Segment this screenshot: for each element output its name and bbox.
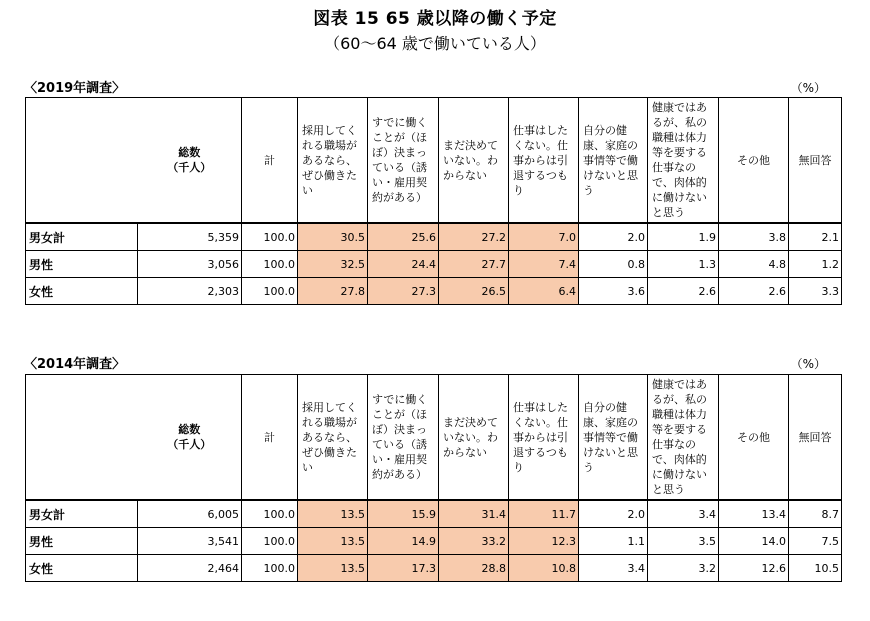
cell-value: 24.4	[368, 251, 439, 278]
header-total-count: 総数 （千人）	[138, 375, 242, 501]
cell-value: 30.5	[298, 223, 368, 251]
cell-value: 2.0	[579, 223, 648, 251]
cell-value: 13.5	[298, 555, 368, 582]
cell-value: 3.8	[719, 223, 789, 251]
cell-count: 3,541	[138, 528, 242, 555]
header-col-4: 仕事はしたくない。仕事からは引退するつもり	[509, 98, 579, 224]
section-label-2014: 〈2014年調査〉	[24, 357, 126, 372]
cell-value: 4.8	[719, 251, 789, 278]
header-col-7: その他	[719, 98, 789, 224]
cell-value: 2.1	[789, 223, 842, 251]
header-col-1: 採用してくれる職場があるなら、ぜひ働きたい	[298, 375, 368, 501]
cell-total: 100.0	[242, 528, 298, 555]
header-total: 計	[242, 98, 298, 224]
header-col-5: 自分の健康、家庭の事情等で働けないと思う	[579, 98, 648, 224]
cell-value: 1.9	[648, 223, 719, 251]
cell-value: 3.6	[579, 278, 648, 305]
row-label: 女性	[26, 555, 138, 582]
row-label: 男女計	[26, 500, 138, 528]
table-row	[26, 223, 842, 251]
header-col-6: 健康ではあるが、私の職種は体力等を要する仕事なので、肉体的に働けないと思う	[648, 375, 719, 501]
cell-value: 25.6	[368, 223, 439, 251]
table-row	[26, 555, 842, 582]
cell-value: 10.5	[789, 555, 842, 582]
cell-total: 100.0	[242, 251, 298, 278]
table-row	[26, 251, 842, 278]
cell-total: 100.0	[242, 278, 298, 305]
header-total-count: 総数 （千人）	[138, 98, 242, 224]
table-row	[26, 278, 842, 305]
cell-value: 2.0	[579, 500, 648, 528]
cell-value: 3.5	[648, 528, 719, 555]
section-label-2019: 〈2019年調査〉	[24, 81, 126, 96]
page-title: 図表 15 65 歳以降の働く予定	[313, 9, 557, 29]
cell-value: 1.1	[579, 528, 648, 555]
table-header-row	[26, 375, 842, 501]
cell-value: 27.8	[298, 278, 368, 305]
header-col-6: 健康ではあるが、私の職種は体力等を要する仕事なので、肉体的に働けないと思う	[648, 98, 719, 224]
cell-total: 100.0	[242, 555, 298, 582]
cell-value: 6.4	[509, 278, 579, 305]
table-row	[26, 500, 842, 528]
cell-value: 3.3	[789, 278, 842, 305]
cell-value: 17.3	[368, 555, 439, 582]
cell-value: 33.2	[439, 528, 509, 555]
cell-value: 3.2	[648, 555, 719, 582]
survey-table-2014	[25, 374, 842, 582]
cell-value: 3.4	[579, 555, 648, 582]
cell-value: 13.5	[298, 500, 368, 528]
cell-value: 12.3	[509, 528, 579, 555]
header-col-3: まだ決めていない。わからない	[439, 98, 509, 224]
cell-value: 14.9	[368, 528, 439, 555]
header-col-2: すでに働くことが（ほぼ）決まっている（誘い・雇用契約がある）	[368, 98, 439, 224]
cell-value: 8.7	[789, 500, 842, 528]
cell-value: 26.5	[439, 278, 509, 305]
cell-value: 13.4	[719, 500, 789, 528]
cell-total: 100.0	[242, 500, 298, 528]
cell-count: 2,303	[138, 278, 242, 305]
row-label: 男性	[26, 528, 138, 555]
cell-value: 28.8	[439, 555, 509, 582]
cell-value: 15.9	[368, 500, 439, 528]
unit-label-2014: （%）	[790, 357, 826, 371]
cell-value: 7.5	[789, 528, 842, 555]
cell-value: 27.3	[368, 278, 439, 305]
cell-value: 7.4	[509, 251, 579, 278]
header-col-8: 無回答	[789, 98, 842, 224]
table-row	[26, 528, 842, 555]
cell-count: 3,056	[138, 251, 242, 278]
cell-value: 11.7	[509, 500, 579, 528]
cell-value: 3.4	[648, 500, 719, 528]
cell-total: 100.0	[242, 223, 298, 251]
page-subtitle: （60～64 歳で働いている人）	[324, 34, 546, 53]
cell-value: 2.6	[719, 278, 789, 305]
header-col-5: 自分の健康、家庭の事情等で働けないと思う	[579, 375, 648, 501]
header-blank-cell	[26, 98, 138, 224]
header-col-7: その他	[719, 375, 789, 501]
cell-value: 13.5	[298, 528, 368, 555]
cell-count: 6,005	[138, 500, 242, 528]
cell-value: 10.8	[509, 555, 579, 582]
cell-value: 7.0	[509, 223, 579, 251]
row-label: 男女計	[26, 223, 138, 251]
cell-value: 14.0	[719, 528, 789, 555]
cell-value: 2.6	[648, 278, 719, 305]
header-total: 計	[242, 375, 298, 501]
header-col-4: 仕事はしたくない。仕事からは引退するつもり	[509, 375, 579, 501]
cell-value: 1.2	[789, 251, 842, 278]
cell-count: 5,359	[138, 223, 242, 251]
row-label: 女性	[26, 278, 138, 305]
cell-value: 32.5	[298, 251, 368, 278]
row-label: 男性	[26, 251, 138, 278]
cell-count: 2,464	[138, 555, 242, 582]
header-col-8: 無回答	[789, 375, 842, 501]
cell-value: 1.3	[648, 251, 719, 278]
cell-value: 27.7	[439, 251, 509, 278]
survey-table-2019	[25, 97, 842, 305]
cell-value: 12.6	[719, 555, 789, 582]
header-col-3: まだ決めていない。わからない	[439, 375, 509, 501]
cell-value: 31.4	[439, 500, 509, 528]
unit-label-2019: （%）	[790, 81, 826, 95]
cell-value: 0.8	[579, 251, 648, 278]
table-header-row	[26, 98, 842, 224]
cell-value: 27.2	[439, 223, 509, 251]
header-col-2: すでに働くことが（ほぼ）決まっている（誘い・雇用契約がある）	[368, 375, 439, 501]
header-col-1: 採用してくれる職場があるなら、ぜひ働きたい	[298, 98, 368, 224]
header-blank-cell	[26, 375, 138, 501]
